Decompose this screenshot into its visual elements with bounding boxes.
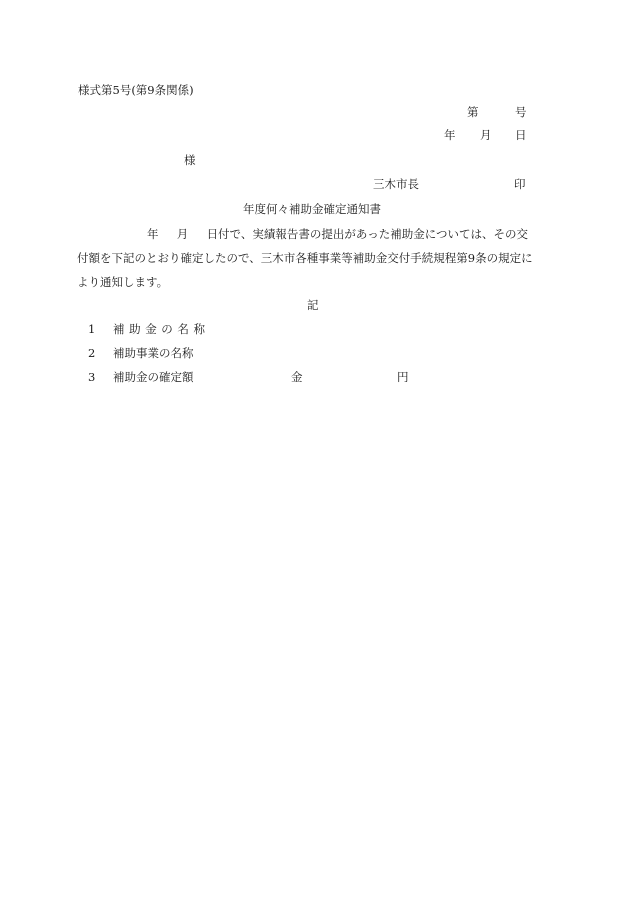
list-item bbox=[88, 348, 194, 360]
issuer-name: 三木市長 bbox=[373, 177, 419, 191]
body-line-1 bbox=[77, 228, 528, 252]
body-line-3 bbox=[77, 276, 528, 300]
body-year-label: 年 bbox=[147, 227, 159, 241]
document-title: 年度何々補助金確定通知書 bbox=[243, 202, 381, 216]
date-year-label: 年 bbox=[444, 128, 456, 142]
list-item-label: 補助金の確定額 bbox=[113, 370, 194, 384]
date-day-label: 日 bbox=[515, 128, 527, 142]
list-item-number: 3 bbox=[88, 370, 96, 384]
date-month-label: 月 bbox=[480, 128, 492, 142]
list-item-label: 補助金の名称 bbox=[113, 322, 210, 336]
list-item-number: 1 bbox=[88, 322, 96, 336]
document-number-prefix: 第 bbox=[467, 105, 479, 119]
ki-heading: 記 bbox=[307, 298, 319, 312]
body-month-label: 月 bbox=[176, 227, 189, 241]
body-line-1-text: 日付で、実績報告書の提出があった補助金については、その交 bbox=[206, 227, 528, 241]
recipient-honorific: 様 bbox=[184, 153, 196, 167]
list-item-label: 補助事業の名称 bbox=[113, 346, 194, 360]
list-item-number: 2 bbox=[88, 346, 96, 360]
body-line-2-text: 付額を下記のとおり確定したので、三木市各種事業等補助金交付手続規程第9条の規定に bbox=[77, 251, 533, 265]
list-item bbox=[88, 372, 194, 384]
issuer-seal: 印 bbox=[514, 177, 526, 191]
amount-unit: 円 bbox=[397, 370, 409, 384]
amount-prefix: 金 bbox=[291, 370, 303, 384]
list-item bbox=[88, 324, 210, 336]
body-line-3-text: より通知します。 bbox=[77, 275, 169, 289]
document-number-suffix: 号 bbox=[515, 105, 527, 119]
form-number: 様式第5号(第9条関係) bbox=[78, 83, 194, 97]
body-paragraph bbox=[77, 227, 533, 300]
body-line-2 bbox=[77, 251, 533, 276]
